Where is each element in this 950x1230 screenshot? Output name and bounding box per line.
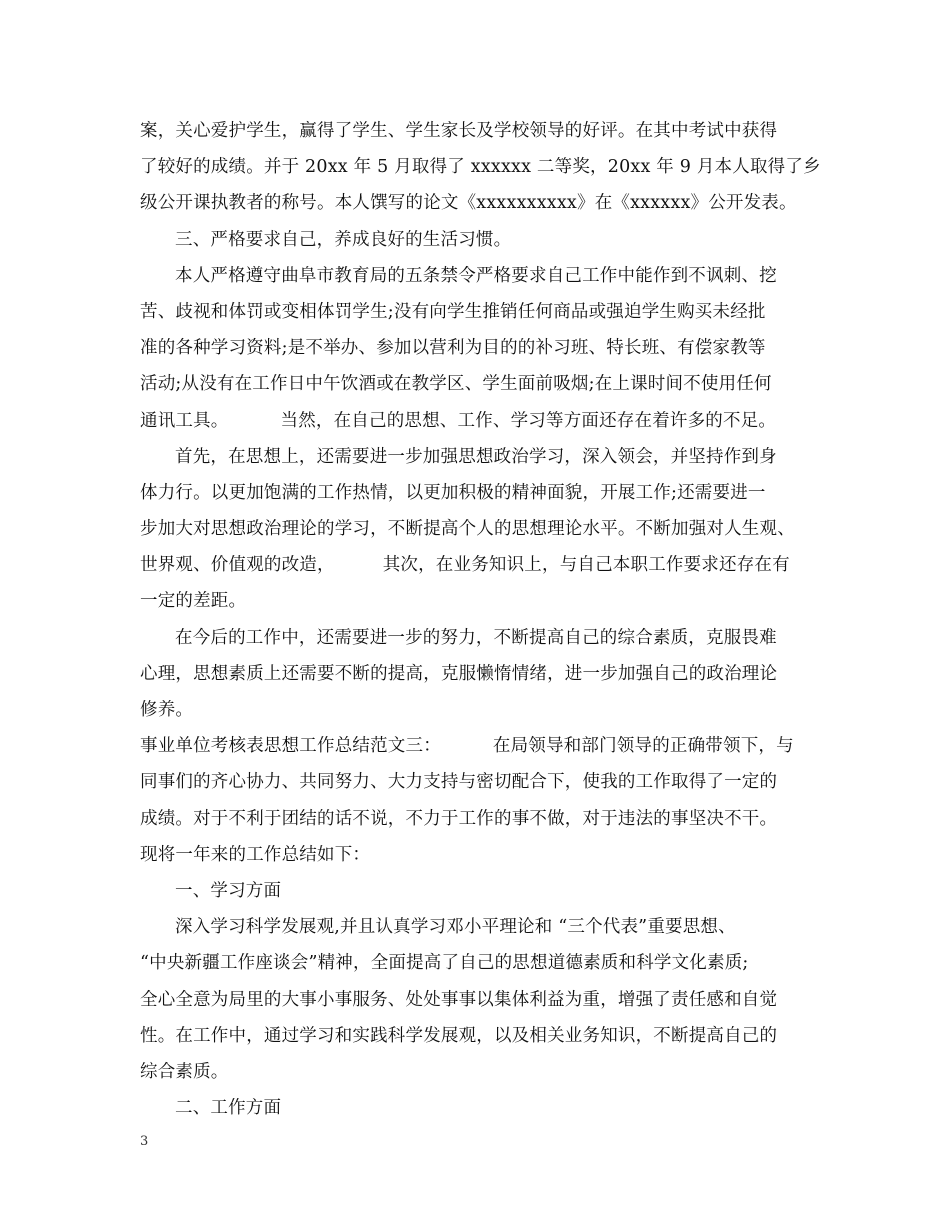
text-line: 准的各种学习资料;是不举办、参加以营利为目的的补习班、特长班、有偿家教等 <box>140 338 766 359</box>
text-line: 首先，在思想上，还需要进一步加强思想政治学习，深入领会，并坚持作到身 <box>175 446 777 467</box>
document-body <box>140 113 821 1126</box>
text-line: 活动;从没有在工作日中午饮酒或在教学区、学生面前吸烟;在上课时间不使用任何 <box>140 374 772 395</box>
text-line: 综合素质。 <box>140 1061 229 1082</box>
page-number: 3 <box>140 1134 149 1149</box>
text-line: 一定的差距。 <box>140 591 247 612</box>
section-heading: 二、工作方面 <box>175 1098 282 1119</box>
text-segment: 当然，在自己的思想、工作、学习等方面还存在着许多的不足。 <box>280 410 777 431</box>
article-title: 事业单位考核表思想工作总结范文三： <box>140 736 441 757</box>
text-line <box>140 728 812 764</box>
text-line: 本人严格遵守曲阜市教育局的五条禁令严格要求自己工作中能作到不讽刺、挖 <box>175 265 777 286</box>
text-segment: 在局领导和部门领导的正确带领下，与 <box>492 736 794 757</box>
text-line: 苦、歧视和体罚或变相体罚学生;没有向学生推销任何商品或强迫学生购买未经批 <box>140 301 766 322</box>
text-line: 体力行。以更加饱满的工作热情，以更加积极的精神面貌，开展工作;还需要进一 <box>140 482 766 503</box>
text-line: “中央新疆工作座谈会”精神，全面提高了自己的思想道德素质和科学文化素质; <box>140 953 749 974</box>
text-segment: 其次，在业务知识上，与自己本职工作要求还存在有 <box>382 555 790 576</box>
text-line: 修养。 <box>140 700 194 720</box>
text-line: 级公开课执教者的称号。本人馔写的论文《xxxxxxxxxx》在《xxxxxx》公开发表。 <box>140 193 797 214</box>
text-line: 全心全意为局里的大事小事服务、处处事事以集体利益为重，增强了责任感和自觉 <box>140 989 778 1010</box>
text-line <box>140 547 812 583</box>
text-line: 案，关心爱护学生，赢得了学生、学生家长及学校领导的好评。在其中考试中获得 <box>140 121 778 141</box>
text-line: 了较好的成绩。并于 20xx 年 5 月取得了 xxxxxx 二等奖，20xx 年 9 月本人取得了乡 <box>140 157 821 178</box>
text-line: 步加大对思想政治理论的学习，不断提高个人的思想理论水平。不断加强对人生观、 <box>140 519 795 540</box>
text-line <box>140 403 812 439</box>
text-segment: 通讯工具。 <box>140 410 229 431</box>
text-line: 现将一年来的工作总结如下： <box>140 844 371 865</box>
section-heading: 三、严格要求自己，养成良好的生活习惯。 <box>175 229 512 250</box>
text-segment: 世界观、价值观的改造， <box>140 555 335 576</box>
text-line: 性。在工作中，通过学习和实践科学发展观，以及相关业务知识，不断提高自己的 <box>140 1025 778 1046</box>
text-line: 深入学习科学发展观,并且认真学习邓小平理论和 “三个代表”重要思想、 <box>175 917 736 938</box>
section-heading: 一、学习方面 <box>175 880 282 901</box>
text-line: 心理，思想素质上还需要不断的提高，克服懒惰情绪，进一步加强自己的政治理论 <box>140 663 778 684</box>
text-line: 同事们的齐心协力、共同努力、大力支持与密切配合下，使我的工作取得了一定的 <box>140 772 778 793</box>
text-line: 在今后的工作中，还需要进一步的努力，不断提高自己的综合素质，克服畏难 <box>175 627 777 648</box>
text-line: 成绩。对于不利于团结的话不说，不力于工作的事不做，对于违法的事坚决不干。 <box>140 808 778 829</box>
